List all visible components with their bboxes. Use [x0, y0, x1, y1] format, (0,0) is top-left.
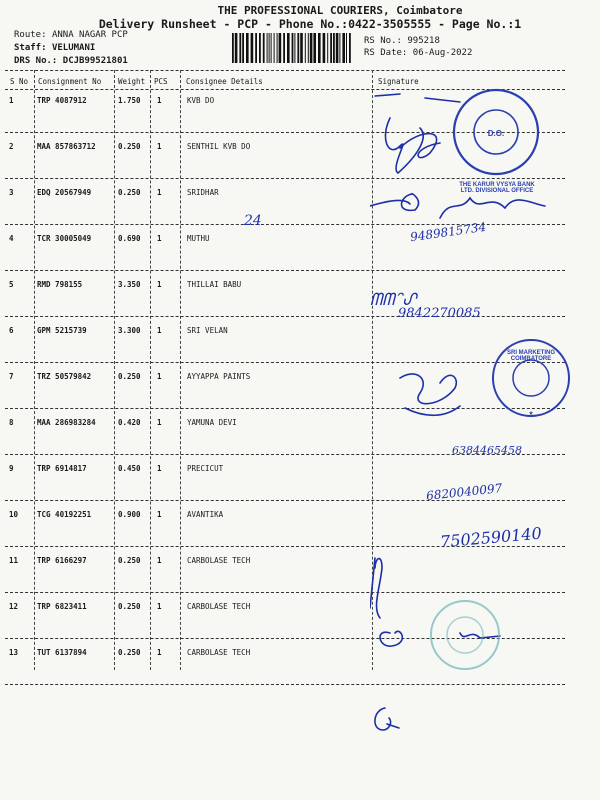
row-rule — [5, 500, 565, 501]
barcode-bar — [255, 33, 257, 63]
cell-weight: 3.300 — [118, 326, 141, 335]
row-rule — [5, 270, 565, 271]
barcode-bar — [310, 33, 313, 63]
barcode-bar — [242, 33, 244, 63]
cell-consignment: TCR 30005049 — [37, 234, 92, 243]
route-line — [14, 30, 128, 40]
barcode-bar — [297, 33, 299, 63]
cell-consignee: PRECICUT — [187, 464, 224, 473]
cell-sno: 13 — [9, 648, 19, 657]
barcode-bar — [251, 33, 254, 63]
barcode-bar — [294, 33, 295, 63]
cell-pcs: 1 — [157, 188, 162, 197]
company-title: THE PROFESSIONAL COURIERS, Coimbatore — [217, 4, 463, 17]
cell-weight: 0.250 — [118, 188, 141, 197]
col-header-consignee: Consignee Details — [186, 77, 263, 86]
cell-consignment: TCG 40192251 — [37, 510, 92, 519]
cell-consignment: TUT 6137894 — [37, 648, 87, 657]
barcode-bar — [235, 33, 238, 63]
barcode-bar — [271, 33, 272, 63]
barcode-bar — [333, 33, 335, 63]
cell-consignment: MAA 857863712 — [37, 142, 96, 151]
barcode-bar — [342, 33, 345, 63]
rs-date-value: 06-Aug-2022 — [412, 48, 473, 58]
cell-consignee: CARBOLASE TECH — [187, 602, 251, 611]
col-sep — [372, 70, 373, 670]
bottom-initial — [365, 700, 405, 740]
cell-consignee: CARBOLASE TECH — [187, 648, 251, 657]
cell-pcs: 1 — [157, 372, 162, 381]
cell-pcs: 1 — [157, 326, 162, 335]
row-rule — [5, 362, 565, 363]
cell-consignment: GPM 5215739 — [37, 326, 87, 335]
col-header-consignment: Consignment No — [38, 77, 102, 86]
cell-pcs: 1 — [157, 510, 162, 519]
handwritten-precicut-phone: 6820040097 — [425, 481, 503, 503]
cell-consignment: EDQ 20567949 — [37, 188, 92, 197]
cell-pcs: 1 — [157, 234, 162, 243]
cell-pcs: 1 — [157, 602, 162, 611]
cell-weight: 0.690 — [118, 234, 141, 243]
cell-sno: 3 — [9, 188, 14, 197]
cell-consignee: SENTHIL KVB DO — [187, 142, 251, 151]
cell-sno: 11 — [9, 556, 19, 565]
handwritten-thillai-scribble: ᗰᗰᐢᔑ — [370, 290, 417, 310]
barcode-bar — [274, 33, 275, 63]
row-rule — [5, 684, 565, 685]
cell-consignment: TRP 6823411 — [37, 602, 87, 611]
cell-sno: 4 — [9, 234, 14, 243]
cell-sno: 5 — [9, 280, 14, 289]
rs-date-line — [364, 48, 472, 58]
drs-label: DRS No.: — [14, 56, 58, 66]
cell-consignee: AVANTIKA — [187, 510, 224, 519]
col-header-weight: Weight — [118, 77, 146, 86]
cell-pcs: 1 — [157, 142, 162, 151]
cell-consignment: TRP 6914817 — [37, 464, 87, 473]
barcode-bar — [323, 33, 326, 63]
cell-weight: 0.450 — [118, 464, 141, 473]
col-sep — [114, 70, 115, 670]
row-rule — [5, 178, 565, 179]
rs-no-label: RS No.: — [364, 36, 402, 46]
barcode-bar — [292, 33, 294, 63]
barcode-bar — [267, 33, 268, 63]
cell-consignee: SRI VELAN — [187, 326, 228, 335]
cell-pcs: 1 — [157, 418, 162, 427]
cell-pcs: 1 — [157, 648, 162, 657]
row-rule — [5, 224, 565, 225]
barcode-bar — [263, 33, 265, 63]
cell-consignment: TRP 6166297 — [37, 556, 87, 565]
cell-sno: 12 — [9, 602, 19, 611]
barcode-bar — [277, 33, 278, 63]
staff-label: Staff: — [14, 43, 47, 53]
cell-sno: 1 — [9, 96, 14, 105]
cell-consignee: MUTHU — [187, 234, 210, 243]
cell-consignee: AYYAPPA PAINTS — [187, 372, 251, 381]
rs-no-value: 995218 — [407, 36, 440, 46]
barcode-bar — [232, 33, 234, 63]
col-header-sno: S No — [10, 77, 29, 86]
sri-marketing-stamp — [486, 333, 576, 423]
cell-weight: 0.420 — [118, 418, 141, 427]
cell-weight: 0.900 — [118, 510, 141, 519]
cell-sno: 6 — [9, 326, 14, 335]
faded-stamp — [420, 595, 510, 675]
sri-marketing-stamp-label: SRI MARKETING COIMBATORE — [507, 350, 555, 362]
rs-date-label: RS Date: — [364, 48, 408, 58]
col-header-pcs: PCS — [154, 77, 168, 86]
cell-weight: 0.250 — [118, 556, 141, 565]
barcode-bar — [318, 33, 321, 63]
handwritten-sridhar-num: 24 — [244, 213, 262, 229]
barcode — [232, 33, 352, 63]
runsheet-title: Delivery Runsheet - PCP - Phone No.:0422-3505555 - Page No.:1 — [98, 17, 522, 31]
row-rule — [5, 132, 565, 133]
col-sep — [150, 70, 151, 670]
route-label: Route: — [14, 30, 47, 40]
cell-consignment: TRP 4087912 — [37, 96, 87, 105]
cell-pcs: 1 — [157, 464, 162, 473]
cell-consignee: YAMUNA DEVI — [187, 418, 237, 427]
col-header-signature: Signature — [378, 77, 419, 86]
barcode-bar — [279, 33, 282, 63]
row-rule — [5, 316, 565, 317]
row-rule — [5, 592, 565, 593]
barcode-bar — [287, 33, 290, 63]
barcode-bar — [339, 33, 340, 63]
row-rule — [5, 638, 565, 639]
cell-sno: 7 — [9, 372, 14, 381]
cell-consignment: TRZ 50579842 — [37, 372, 92, 381]
svg-text:★: ★ — [528, 408, 534, 417]
cell-consignment: MAA 286983284 — [37, 418, 96, 427]
drs-value: DCJB99521801 — [62, 56, 128, 66]
row-rule — [5, 408, 565, 409]
barcode-bar — [313, 33, 316, 63]
barcode-bar — [308, 33, 309, 63]
col-sep — [180, 70, 181, 670]
cell-sno: 8 — [9, 418, 14, 427]
row-rule — [5, 546, 565, 547]
handwritten-muthu-phone: 9489815734 — [409, 219, 487, 245]
handwritten-avantika-phone: 7502590140 — [439, 523, 543, 552]
cell-consignment: RMD 798155 — [37, 280, 83, 289]
cell-weight: 1.750 — [118, 96, 141, 105]
cell-sno: 9 — [9, 464, 14, 473]
cell-pcs: 1 — [157, 280, 162, 289]
barcode-bar — [239, 33, 241, 63]
col-sep — [34, 70, 35, 670]
cell-weight: 0.250 — [118, 372, 141, 381]
handwritten-yamuna-phone: 6384465458 — [452, 444, 522, 457]
barcode-bar — [269, 33, 270, 63]
rs-no-line — [364, 36, 440, 46]
barcode-bar — [336, 33, 339, 63]
barcode-bar — [259, 33, 261, 63]
staff-value: VELUMANI — [51, 43, 96, 53]
cell-consignee: KVB DO — [187, 96, 215, 105]
row-rule — [5, 454, 565, 455]
cell-weight: 0.250 — [118, 602, 141, 611]
barcode-bar — [346, 33, 347, 63]
barcode-bar — [349, 33, 351, 63]
cell-consignee: SRIDHAR — [187, 188, 219, 197]
barcode-bar — [305, 33, 306, 63]
cell-consignee: CARBOLASE TECH — [187, 556, 251, 565]
cell-pcs: 1 — [157, 556, 162, 565]
barcode-bar — [300, 33, 303, 63]
barcode-bar — [330, 33, 332, 63]
cell-consignee: THILLAI BABU — [187, 280, 242, 289]
barcode-bar — [327, 33, 328, 63]
handwritten-thillai-phone: 9842270085 — [398, 306, 481, 321]
cell-pcs: 1 — [157, 96, 162, 105]
cell-weight: 3.350 — [118, 280, 141, 289]
barcode-bar — [283, 33, 285, 63]
svg-text:D.O.: D.O. — [487, 129, 505, 138]
barcode-bar — [246, 33, 249, 63]
cell-weight: 0.250 — [118, 648, 141, 657]
kvb-stamp-label: THE KARUR VYSYA BANK LTD. DIVISIONAL OFFICE — [459, 182, 535, 194]
table-top-rule — [5, 70, 565, 71]
staff-line — [14, 43, 95, 53]
cell-sno: 2 — [9, 142, 14, 151]
table-header-rule — [5, 89, 565, 90]
cell-sno: 10 — [9, 510, 19, 519]
route-value: ANNA NAGAR PCP — [51, 30, 128, 40]
drs-line — [14, 56, 128, 66]
cell-weight: 0.250 — [118, 142, 141, 151]
